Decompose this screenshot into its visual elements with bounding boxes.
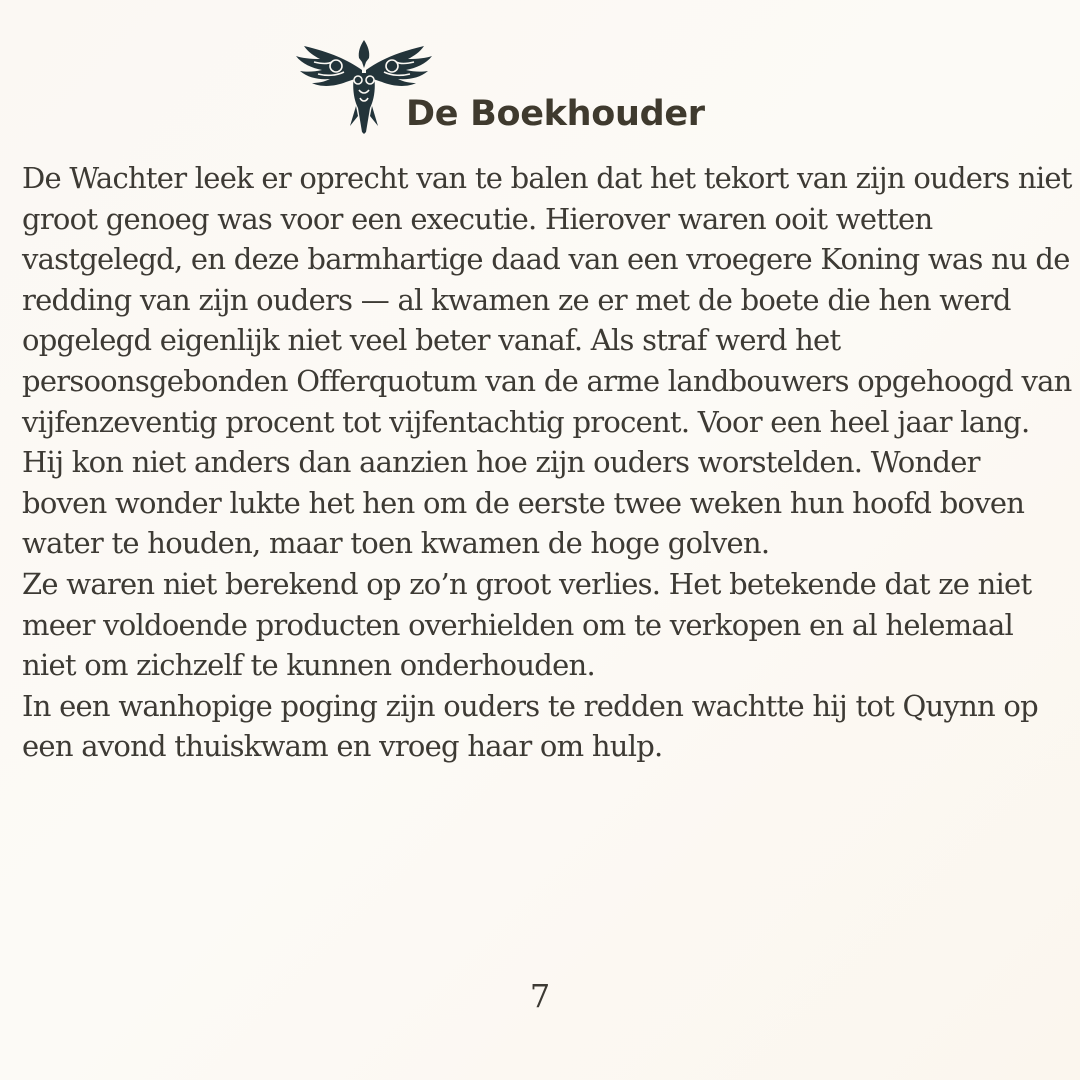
paragraph: Ze waren niet berekend op zo’n groot verlies. Het betekende dat ze niet meer voldoende producten overhielden om te verkopen en al helemaal niet om zichzelf te kunnen onderhouden. bbox=[22, 566, 1032, 683]
header bbox=[296, 40, 716, 134]
body-text bbox=[22, 158, 1072, 767]
page-number: 7 bbox=[529, 977, 551, 1015]
brand-name: De Boekhouder bbox=[406, 94, 705, 134]
paragraph: De Wachter leek er oprecht van te balen dat het tekort van zijn ouders niet groot genoeg was voor een executie. Hierover waren ooit wetten vastgelegd, en deze barmhartige daad van een vroegere Koning was nu de redding van zijn ouders — al kwamen ze er met de boete die hen werd opgelegd eigenlijk niet veel beter vanaf. Als straf werd het persoonsgebonden Offerquotum van de arme landbouwers opgehoogd van vijfenzeventig procent tot vijfentachtig procent. Voor een heel jaar lang. bbox=[22, 161, 1072, 439]
paragraph: Hij kon niet anders dan aanzien hoe zijn ouders worstelden. Wonder boven wonder lukte het hen om de eerste twee weken hun hoofd boven water te houden, maar toen kwamen de hoge golven. bbox=[22, 445, 1025, 561]
paragraph: In een wanhopige poging zijn ouders te redden wachtte hij tot Quynn op een avond thuiskwam en vroeg haar om hulp. bbox=[22, 688, 1038, 764]
